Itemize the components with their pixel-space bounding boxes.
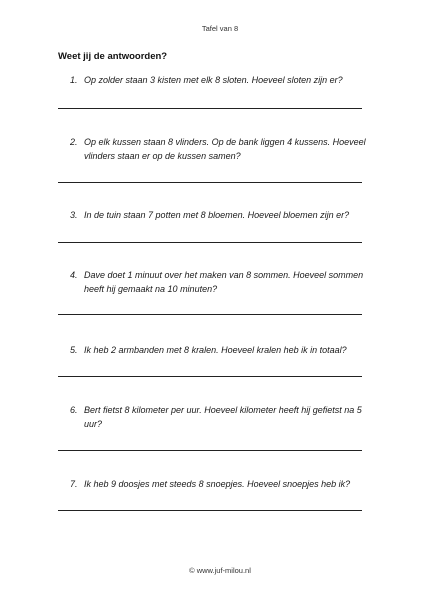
question-6	[70, 403, 375, 431]
question-text: Bert fietst 8 kilometer per uur. Hoeveel kilometer heeft hij gefietst na 5 uur?	[84, 405, 362, 429]
question-text: Ik heb 9 doosjes met steeds 8 snoepjes. Hoeveel snoepjes heb ik?	[84, 479, 351, 489]
answer-line-4[interactable]	[58, 314, 362, 315]
question-number: 4.	[70, 270, 78, 280]
page-header-title: Tafel van 8	[201, 24, 239, 33]
question-text: Op zolder staan 3 kisten met elk 8 sloten. Hoeveel sloten zijn er?	[84, 75, 343, 85]
question-number: 1.	[70, 75, 78, 85]
answer-line-6[interactable]	[58, 450, 362, 451]
question-text: Op elk kussen staan 8 vlinders. Op de bank liggen 4 kussens. Hoeveel vlinders staan er op de kussen samen?	[84, 137, 366, 161]
answer-line-5[interactable]	[58, 376, 362, 377]
question-number: 7.	[70, 479, 78, 489]
answer-line-1[interactable]	[58, 108, 362, 109]
question-1	[70, 73, 375, 87]
answer-line-3[interactable]	[58, 242, 362, 243]
answer-line-2[interactable]	[58, 182, 362, 183]
question-text: Dave doet 1 minuut over het maken van 8 sommen. Hoeveel sommen heeft hij gemaakt na 10 minuten?	[84, 270, 364, 294]
question-7	[70, 477, 375, 491]
question-text: Ik heb 2 armbanden met 8 kralen. Hoeveel kralen heb ik in totaal?	[84, 345, 347, 355]
page-footer-copyright: © www.juf-milou.nl	[189, 566, 251, 575]
question-number: 3.	[70, 210, 78, 220]
question-3	[70, 208, 375, 222]
question-number: 2.	[70, 137, 78, 147]
question-number: 5.	[70, 345, 78, 355]
question-number: 6.	[70, 405, 78, 415]
question-text: In de tuin staan 7 potten met 8 bloemen. Hoeveel bloemen zijn er?	[84, 210, 350, 220]
question-5	[70, 343, 375, 357]
answer-line-7[interactable]	[58, 510, 362, 511]
section-heading: Weet jij de antwoorden?	[58, 51, 168, 62]
question-2	[70, 135, 375, 163]
question-4	[70, 268, 375, 296]
